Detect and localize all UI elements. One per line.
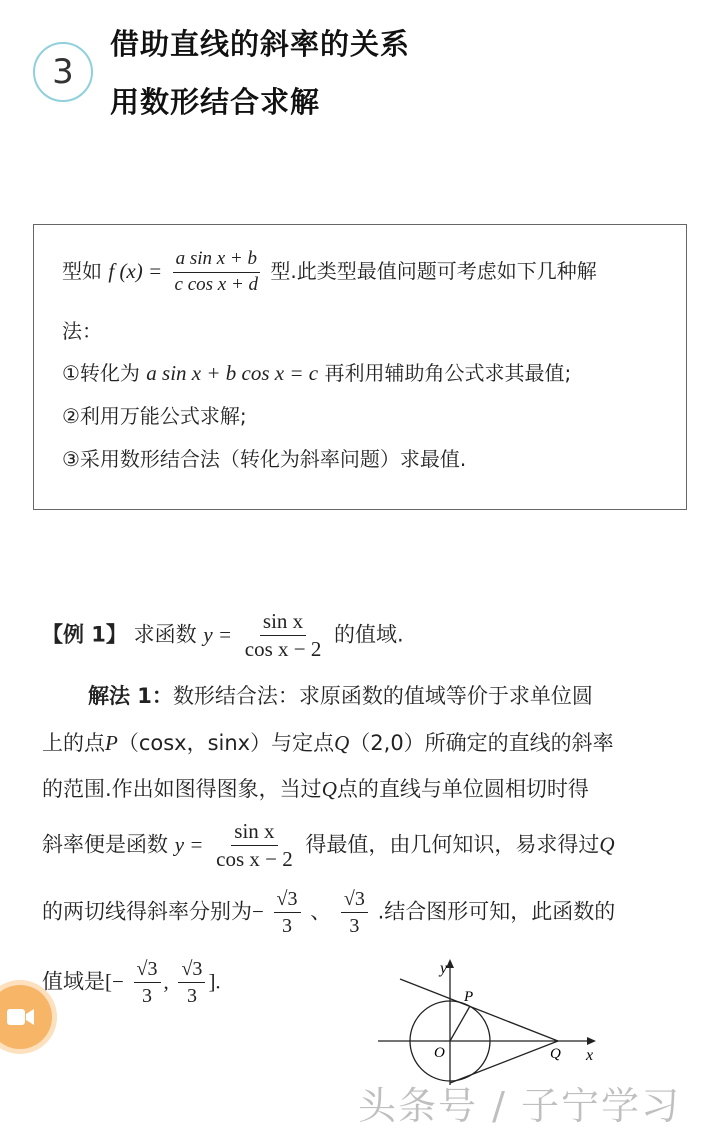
solution-line3-a: 的范围.作出如图得图象，当过 xyxy=(42,777,322,801)
solution-line1 xyxy=(88,680,593,710)
three-den-3: 3 xyxy=(142,985,153,1007)
y-axis-arrow xyxy=(446,959,454,968)
slope-fraction-pos xyxy=(341,888,368,937)
method-1-prefix: ①转化为 xyxy=(62,361,140,385)
three-den-4: 3 xyxy=(186,985,197,1007)
section-title-line2: 用数形结合求解 xyxy=(110,85,321,119)
video-camera-icon xyxy=(3,1005,37,1029)
unit-circle-figure xyxy=(378,955,608,1085)
method-3: ③采用数形结合法（转化为斜率问题）求最值. xyxy=(62,447,467,471)
intro-line2: 法： xyxy=(62,319,102,343)
section-title-line1: 借助直线的斜率的关系 xyxy=(110,27,411,61)
solution-line5 xyxy=(42,888,615,937)
example-y-eq: y = xyxy=(203,622,233,647)
range-close: ]. xyxy=(208,969,221,994)
sqrt3-num: √3 xyxy=(274,888,301,913)
intro-fraction xyxy=(172,249,262,296)
tangent-line-upper xyxy=(400,979,558,1041)
x-axis-label: x xyxy=(586,1047,594,1064)
range-open: [− xyxy=(105,969,124,994)
example-frac-den: cos x − 2 xyxy=(244,637,322,662)
solution-label: 解法 1： xyxy=(88,684,173,708)
origin-label: O xyxy=(434,1045,445,1061)
method-box xyxy=(33,224,687,510)
x-axis-arrow xyxy=(587,1037,596,1045)
solution-line6-a: 值域是 xyxy=(42,969,105,994)
range-upper-fraction xyxy=(178,958,205,1007)
sqrt3-num-2: √3 xyxy=(341,888,368,913)
point-q-text: Q xyxy=(334,731,350,755)
method-1 xyxy=(62,357,571,386)
solution-line3 xyxy=(42,773,589,803)
solution-line5-a: 的两切线得斜率分别为 xyxy=(42,899,252,924)
slope-fraction-neg xyxy=(274,888,301,937)
y-axis-label: y xyxy=(440,960,448,977)
solution-line6 xyxy=(42,958,221,1007)
solution-line1-text: 数形结合法：求原函数的值域等价于求单位圆 xyxy=(172,684,593,708)
example-label: 【例 1】 xyxy=(42,622,127,647)
solution-line2-a: 上的点 xyxy=(42,731,105,755)
solution-y-eq: y = xyxy=(174,832,204,857)
radius-op xyxy=(450,1006,470,1041)
solution-line4 xyxy=(42,820,615,871)
solution-fraction xyxy=(213,820,296,871)
section-number: 3 xyxy=(52,52,74,92)
example-prefix: 求函数 xyxy=(133,622,197,647)
example-line xyxy=(42,610,404,661)
point-q-text-3: Q xyxy=(599,832,615,857)
solution-frac-num: sin x xyxy=(231,820,277,846)
minus-sign: − xyxy=(252,899,264,924)
method-1-suffix: 再利用辅助角公式求其最值; xyxy=(324,361,572,385)
intro-line1 xyxy=(62,249,597,296)
point-p-label: P xyxy=(464,989,474,1005)
solution-line5-b: .结合图形可知，此函数的 xyxy=(377,899,616,924)
intro-prefix: 型如 xyxy=(62,258,102,283)
solution-line2-c: （2,0）所确定的直线的斜率 xyxy=(349,731,614,755)
f-of-x: f (x) = xyxy=(108,258,163,283)
three-den-2: 3 xyxy=(349,915,360,937)
separator: 、 xyxy=(310,899,332,924)
example-fraction xyxy=(242,610,325,661)
sqrt3-num-3: √3 xyxy=(134,958,161,983)
range-lower-fraction xyxy=(134,958,161,1007)
solution-line4-b: 得最值，由几何知识，易求得过 xyxy=(305,832,600,857)
intro-frac-den: c cos x + d xyxy=(174,273,259,295)
method-1-formula: a sin x + b cos x = c xyxy=(146,361,319,385)
watermark: 头条号 / 子宁学习 xyxy=(358,1084,681,1128)
example-frac-num: sin x xyxy=(260,610,306,636)
intro-frac-num: a sin x + b xyxy=(173,249,260,273)
method-2: ②利用万能公式求解; xyxy=(62,404,247,428)
three-den: 3 xyxy=(282,915,293,937)
solution-line3-b: 点的直线与单位圆相切时得 xyxy=(336,777,589,801)
solution-line4-a: 斜率便是函数 xyxy=(42,832,168,857)
point-q-label: Q xyxy=(550,1046,561,1062)
intro-suffix: 型.此类型最值问题可考虑如下几种解 xyxy=(270,258,597,283)
sqrt3-num-4: √3 xyxy=(178,958,205,983)
example-suffix: 的值域. xyxy=(334,622,404,647)
range-comma: , xyxy=(163,969,169,994)
point-p-text: P xyxy=(105,731,118,755)
solution-line2 xyxy=(42,727,614,757)
solution-frac-den: cos x − 2 xyxy=(216,847,293,872)
point-q-text-2: Q xyxy=(321,777,337,801)
solution-line2-b: （cosx，sinx）与定点 xyxy=(117,731,335,755)
section-number-badge xyxy=(33,42,93,102)
